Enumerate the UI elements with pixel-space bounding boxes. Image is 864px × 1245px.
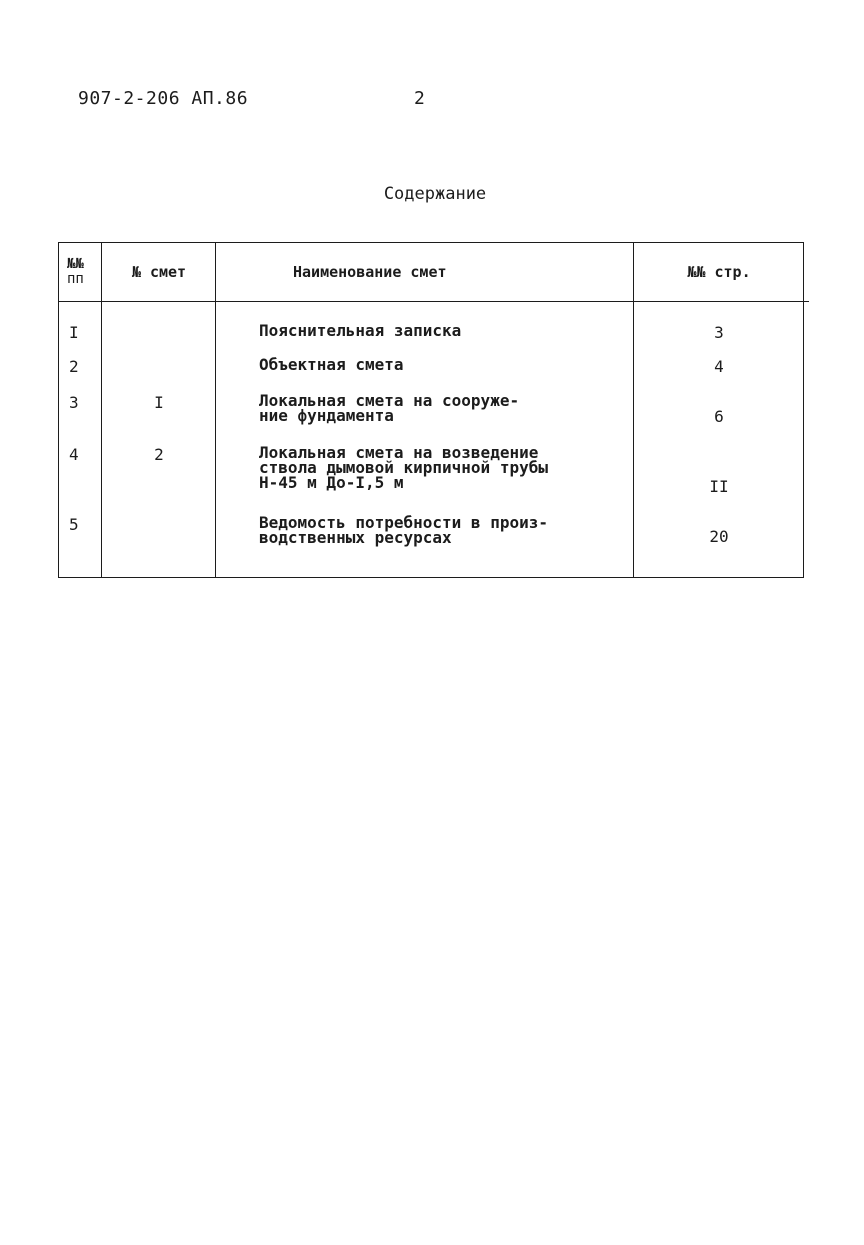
column-header-row-number (67, 243, 103, 301)
row-number: I (69, 323, 79, 342)
page-number: 2 (414, 88, 425, 109)
estimate-number: I (154, 393, 164, 412)
estimate-name: Локальная смета на сооруже- ние фундамента (259, 391, 520, 425)
document-code: 907-2-206 АП.86 (78, 88, 249, 109)
page-reference: 3 (714, 323, 724, 342)
column-header-estimate-name: Наименование смет (293, 262, 447, 281)
row-number: 3 (69, 393, 79, 412)
estimate-name: Локальная смета на возведение ствола дымовой кирпичной трубы Н-45 м До-I,5 м (259, 443, 548, 492)
column-header-estimate-number: № смет (131, 262, 187, 281)
page-reference: II (709, 477, 729, 496)
column-header-row-number-line2: пп (67, 271, 84, 287)
estimate-name: Пояснительная записка (259, 321, 462, 340)
contents-title: Содержание (383, 184, 487, 204)
estimate-name: Объектная смета (259, 355, 404, 374)
row-number: 5 (69, 515, 79, 534)
header-divider (59, 301, 809, 302)
row-number: 4 (69, 445, 79, 464)
row-number: 2 (69, 357, 79, 376)
estimate-name: Ведомость потребности в произ- водственных ресурсах (259, 513, 548, 547)
page-reference: 4 (714, 357, 724, 376)
column-divider (633, 243, 634, 577)
page-reference: 20 (709, 527, 729, 546)
column-divider (215, 243, 216, 577)
contents-table (58, 242, 804, 578)
column-header-page-number: №№ стр. (687, 262, 751, 281)
page-reference: 6 (714, 407, 724, 426)
column-header-row-number-line1: №№ (67, 255, 84, 272)
estimate-number: 2 (154, 445, 164, 464)
